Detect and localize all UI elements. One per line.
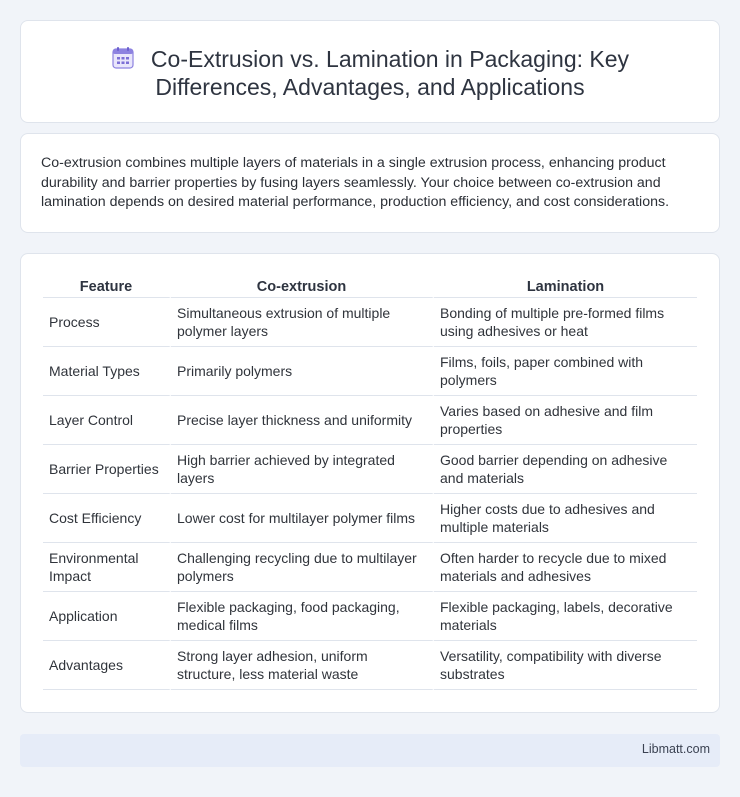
lamination-cell: Flexible packaging, labels, decorative materials <box>434 592 697 641</box>
lamination-cell: Good barrier depending on adhesive and materials <box>434 445 697 494</box>
lamination-cell: Higher costs due to adhesives and multiple materials <box>434 494 697 543</box>
lamination-cell: Varies based on adhesive and film properties <box>434 396 697 445</box>
calendar-grid-icon <box>111 46 135 70</box>
page-title: Co-Extrusion vs. Lamination in Packaging: Key Differences, Advantages, and Applications <box>150 46 630 100</box>
table-row <box>43 445 697 494</box>
title-card <box>20 20 720 123</box>
lamination-cell: Often harder to recycle due to mixed materials and adhesives <box>434 543 697 592</box>
header-co-extrusion: Co-extrusion <box>171 276 434 298</box>
table-row <box>43 592 697 641</box>
feature-cell: Application <box>43 592 171 641</box>
page-title-wrap <box>21 45 719 101</box>
lamination-cell: Versatility, compatibility with diverse substrates <box>434 641 697 690</box>
co-extrusion-cell: Flexible packaging, food packaging, medical films <box>171 592 434 641</box>
co-extrusion-cell: High barrier achieved by integrated layers <box>171 445 434 494</box>
header-feature: Feature <box>43 276 171 298</box>
table-row <box>43 494 697 543</box>
comparison-table <box>43 276 697 690</box>
table-header-row <box>43 276 697 298</box>
co-extrusion-cell: Lower cost for multilayer polymer films <box>171 494 434 543</box>
table-row <box>43 396 697 445</box>
header-lamination: Lamination <box>434 276 697 298</box>
feature-cell: Material Types <box>43 347 171 396</box>
co-extrusion-cell: Strong layer adhesion, uniform structure, less material waste <box>171 641 434 690</box>
co-extrusion-cell: Challenging recycling due to multilayer polymers <box>171 543 434 592</box>
co-extrusion-cell: Primarily polymers <box>171 347 434 396</box>
comparison-card <box>20 253 720 713</box>
intro-card <box>20 133 720 233</box>
table-row <box>43 543 697 592</box>
feature-cell: Advantages <box>43 641 171 690</box>
co-extrusion-cell: Simultaneous extrusion of multiple polymer layers <box>171 298 434 347</box>
table-row <box>43 347 697 396</box>
feature-cell: Cost Efficiency <box>43 494 171 543</box>
table-row <box>43 641 697 690</box>
table-row <box>43 298 697 347</box>
footer-brand-link[interactable]: Libmatt.com <box>641 742 710 756</box>
lamination-cell: Films, foils, paper combined with polymers <box>434 347 697 396</box>
footer-bar <box>20 734 720 767</box>
intro-paragraph: Co-extrusion combines multiple layers of materials in a single extrusion process, enhancing product durability and barrier properties by fusing layers seamlessly. Your choice between co-extrusion and lamination depends on desired material performance, production efficiency, and cost considerations. <box>41 155 670 210</box>
feature-cell: Environmental Impact <box>43 543 171 592</box>
feature-cell: Layer Control <box>43 396 171 445</box>
lamination-cell: Bonding of multiple pre-formed films using adhesives or heat <box>434 298 697 347</box>
co-extrusion-cell: Precise layer thickness and uniformity <box>171 396 434 445</box>
feature-cell: Process <box>43 298 171 347</box>
feature-cell: Barrier Properties <box>43 445 171 494</box>
